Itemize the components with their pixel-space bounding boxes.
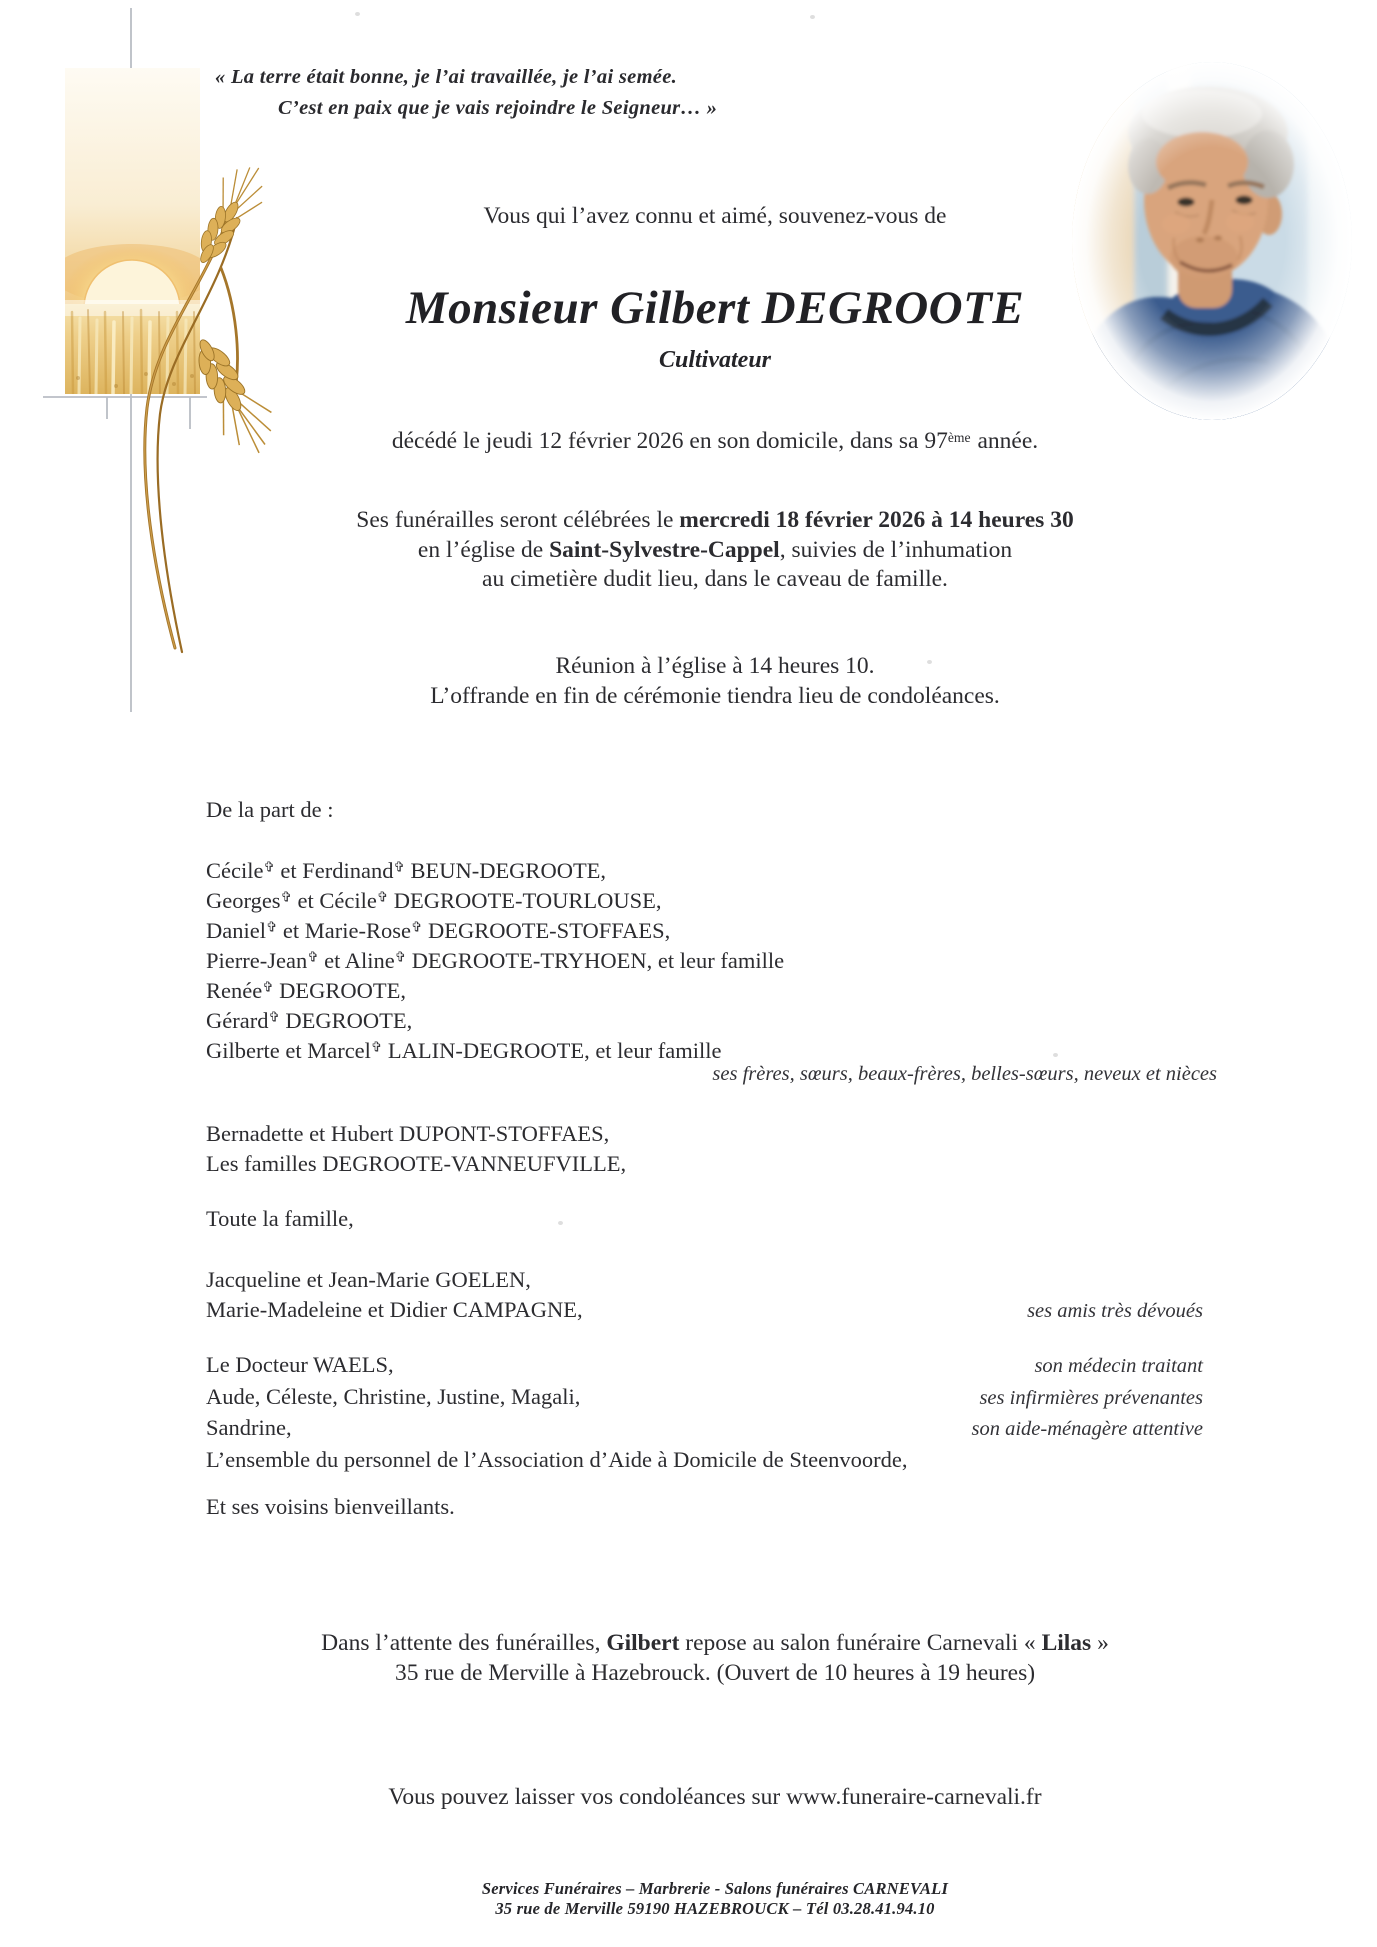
carer-row: Le Docteur WAELS, son médecin traitant bbox=[206, 1350, 1203, 1382]
family-line: Renée✞ DEGROOTE, bbox=[206, 978, 407, 1003]
funeral-line-1: Ses funérailles seront célébrées le mercredi 18 février 2026 à 14 heures 30 bbox=[356, 507, 1074, 533]
death-text: décédé le jeudi 12 février 2026 en son domicile, dans sa 97 bbox=[391, 428, 948, 454]
relation-note: ses amis très dévoués bbox=[1027, 1299, 1203, 1322]
funeral-church: Saint-Sylvestre-Cappel bbox=[549, 536, 780, 563]
scan-speck bbox=[558, 1221, 563, 1225]
scan-speck bbox=[1053, 1053, 1058, 1057]
family-line: Georges✞ et Cécile✞ DEGROOTE-TOURLOUSE, bbox=[206, 888, 662, 913]
relation-note: ses infirmières prévenantes bbox=[979, 1386, 1203, 1409]
funeral-home-footer bbox=[205, 1879, 1225, 1918]
family-line: Cécile✞ et Ferdinand✞ BEUN-DEGROOTE, bbox=[206, 858, 607, 883]
from-heading: De la part de : bbox=[206, 797, 334, 822]
funeral-line-3: au cimetière dudit lieu, dans le caveau de famille. bbox=[482, 566, 948, 592]
family-line: Gilberte et Marcel✞ LALIN-DEGROOTE, et leur famille bbox=[206, 1038, 722, 1063]
carer-row: Aude, Céleste, Christine, Justine, Magali, ses infirmières prévenantes bbox=[206, 1382, 1203, 1414]
repose-details bbox=[205, 1629, 1225, 1688]
family-line: Pierre-Jean✞ et Aline✞ DEGROOTE-TRYHOEN, et leur famille bbox=[206, 948, 785, 973]
other-family-lines bbox=[206, 1119, 626, 1178]
gathering-line-2: L’offrande en fin de cérémonie tiendra lieu de condoléances. bbox=[430, 683, 1000, 709]
deceased-occupation: Cultivateur bbox=[658, 347, 772, 373]
siblings-note: ses frères, sœurs, beaux-frères, belles-sœurs, neveux et nièces bbox=[712, 1063, 1217, 1085]
epitaph-quote bbox=[215, 62, 717, 124]
repose-line-2: 35 rue de Merville à Hazebrouck. (Ouvert de 10 heures à 19 heures) bbox=[394, 1659, 1036, 1686]
condolences-line: Vous pouvez laisser vos condoléances sur www.funeraire-carnevali.fr bbox=[388, 1784, 1042, 1810]
whole-family-line: Toute la famille, bbox=[206, 1206, 354, 1231]
carers-list bbox=[206, 1350, 1203, 1474]
family-list bbox=[206, 856, 784, 1066]
relation-note: son médecin traitant bbox=[1034, 1355, 1203, 1377]
carer-row: L’ensemble du personnel de l’Association d’Aide à Domicile de Steenvoorde, bbox=[206, 1446, 908, 1472]
deceased-firstname: Gilbert bbox=[606, 1630, 680, 1656]
gathering-line-1: Réunion à l’église à 14 heures 10. bbox=[555, 653, 875, 679]
family-line: Daniel✞ et Marie-Rose✞ DEGROOTE-STOFFAES, bbox=[206, 918, 671, 943]
death-line bbox=[205, 428, 1225, 455]
footer-line-2: 35 rue de Merville 59190 HAZEBROUCK – Tél 03.28.41.94.10 bbox=[495, 1898, 935, 1918]
quote-line-2: C’est en paix que je vais rejoindre le Seigneur… » bbox=[278, 97, 718, 119]
family-line: Bernadette et Hubert DUPONT-STOFFAES, bbox=[206, 1121, 610, 1146]
salon-name: Lilas bbox=[1041, 1630, 1092, 1656]
intro-line: Vous qui l’avez connu et aimé, souvenez-vous de bbox=[483, 203, 947, 229]
death-suffix: année. bbox=[971, 428, 1039, 454]
funeral-date: mercredi 18 février 2026 à 14 heures 30 bbox=[679, 507, 1074, 533]
gathering-details bbox=[205, 651, 1225, 711]
funeral-line-2: en l’église de Saint-Sylvestre-Cappel, suivies de l’inhumation bbox=[417, 536, 1013, 563]
scan-speck bbox=[355, 12, 360, 16]
carer-row: Sandrine, son aide-ménagère attentive bbox=[206, 1413, 1203, 1445]
family-line: Les familles DEGROOTE-VANNEUFVILLE, bbox=[206, 1150, 627, 1176]
family-line: Gérard✞ DEGROOTE, bbox=[206, 1008, 413, 1033]
death-ordinal: ème bbox=[947, 429, 971, 445]
neighbours-line: Et ses voisins bienveillants. bbox=[206, 1494, 455, 1519]
funeral-details bbox=[205, 506, 1225, 595]
friend-row: Jacqueline et Jean-Marie GOELEN, bbox=[206, 1267, 531, 1292]
deceased-name: Monsieur Gilbert DEGROOTE bbox=[405, 282, 1025, 334]
quote-line-1: « La terre était bonne, je l’ai travaillée, je l’ai semée. bbox=[215, 66, 678, 88]
relation-note: son aide-ménagère attentive bbox=[971, 1418, 1203, 1440]
friend-row: Marie-Madeleine et Didier CAMPAGNE, ses amis très dévoués bbox=[206, 1295, 1203, 1327]
friends-list bbox=[206, 1265, 1203, 1326]
repose-line-1: Dans l’attente des funérailles, Gilbert repose au salon funéraire Carnevali « Lilas » bbox=[321, 1630, 1109, 1656]
scan-speck bbox=[810, 15, 815, 19]
footer-line-1: Services Funéraires – Marbrerie - Salons funéraires CARNEVALI bbox=[481, 1879, 949, 1898]
